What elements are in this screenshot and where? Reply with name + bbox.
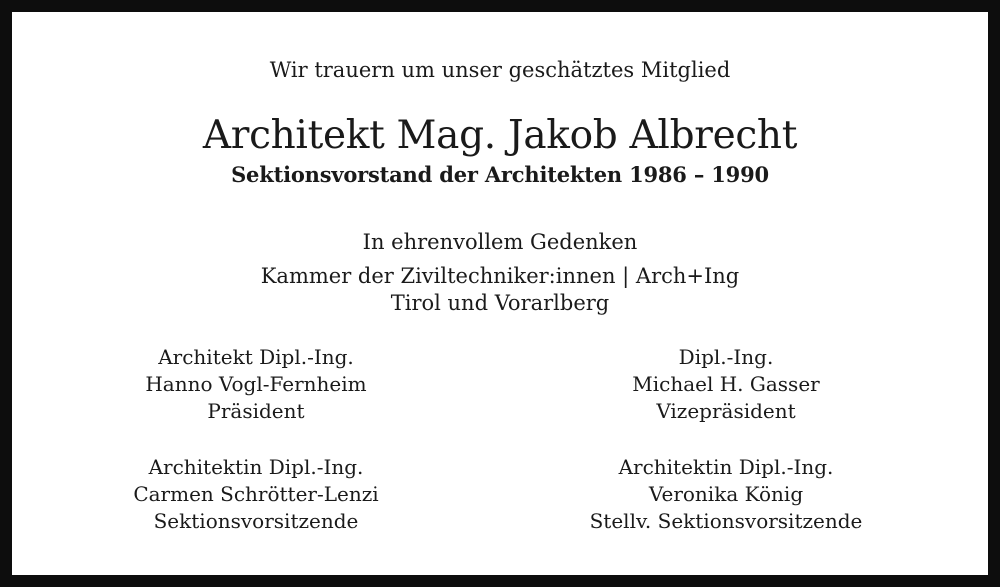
deceased-role: Sektionsvorstand der Architekten 1986 – 1990 <box>231 162 769 187</box>
signatory-president <box>36 344 476 425</box>
organization-region: Tirol und Vorarlberg <box>390 291 610 315</box>
signatory-title: Architektin Dipl.-Ing. <box>618 455 834 479</box>
signatory-vice-president <box>506 344 946 425</box>
deceased-name: Architekt Mag. Jakob Albrecht <box>202 113 798 158</box>
signatory-title: Dipl.-Ing. <box>678 345 774 369</box>
memorial-phrase: In ehrenvollem Gedenken <box>362 230 638 254</box>
intro-text: Wir trauern um unser geschätztes Mitglied <box>269 58 731 82</box>
signatory-title: Architekt Dipl.-Ing. <box>158 345 354 369</box>
signatory-name: Michael H. Gasser <box>632 372 820 396</box>
signatory-position: Stellv. Sektionsvorsitzende <box>589 509 863 533</box>
signatory-title: Architektin Dipl.-Ing. <box>148 455 364 479</box>
signatory-name: Carmen Schrötter-Lenzi <box>133 482 379 506</box>
signatory-deputy-section-chair <box>506 454 946 535</box>
signatory-position: Sektionsvorsitzende <box>153 509 359 533</box>
signatory-section-chair <box>36 454 476 535</box>
signatory-position: Vizepräsident <box>656 399 796 423</box>
signatory-name: Veronika König <box>648 482 804 506</box>
signatory-name: Hanno Vogl-Fernheim <box>145 372 367 396</box>
organization-name: Kammer der Ziviltechniker:innen | Arch+Ing <box>260 264 740 288</box>
signatory-position: Präsident <box>207 399 305 423</box>
